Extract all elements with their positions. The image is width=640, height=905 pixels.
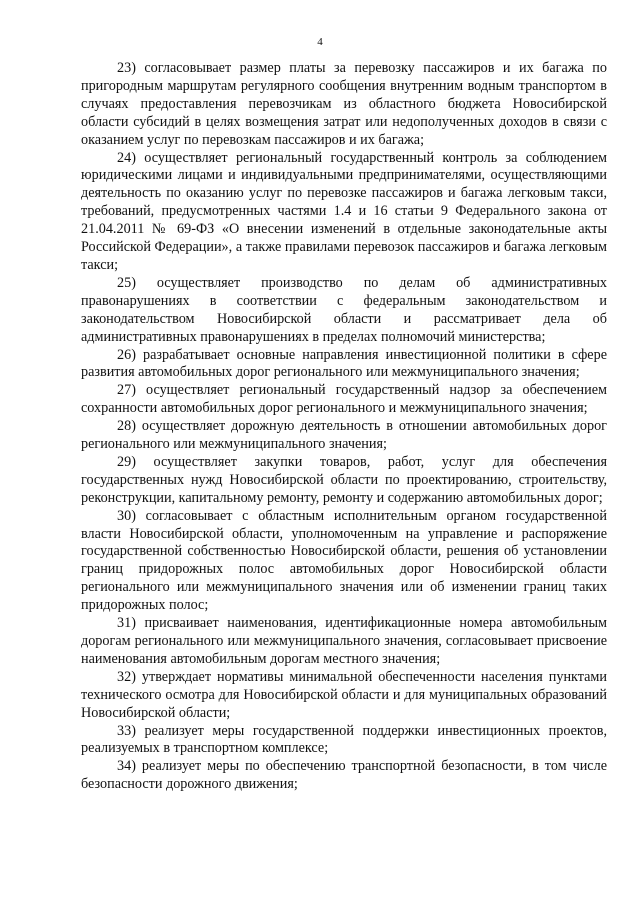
paragraph-item-27: 27) осуществляет региональный государственный надзор за обеспечением сохранности автомобильных дорог регионального и межмуниципального значения; — [81, 382, 607, 417]
paragraph-item-23: 23) согласовывает размер платы за перевозку пассажиров и их багажа по пригородным маршрутам регулярного сообщения внутренним водным транспортом в случаях предоставления перевозчикам из областного бюджета Новосибирской области субсидий в целях возмещения затрат или недополученных доходов в связи с оказанием услуг по перевозкам пассажиров и их багажа; — [81, 60, 607, 148]
paragraph-item-34: 34) реализует меры по обеспечению транспортной безопасности, в том числе безопасности дорожного движения; — [81, 758, 607, 793]
paragraph-item-25: 25) осуществляет производство по делам об административных правонарушениях в соответствии с федеральным законодательством и законодательством Новосибирской области и рассматривает дела об административных правонарушениях в пределах полномочий министерства; — [81, 274, 607, 345]
paragraph-item-33: 33) реализует меры государственной поддержки инвестиционных проектов, реализуемых в транспортном комплексе; — [81, 722, 607, 757]
document-body — [81, 60, 607, 794]
paragraph-item-28: 28) осуществляет дорожную деятельность в отношении автомобильных дорог регионального или межмуниципального значения; — [81, 418, 607, 453]
paragraph-item-31: 31) присваивает наименования, идентификационные номера автомобильным дорогам регионального или межмуниципального значения, согласовывает присвоение наименования автомобильным дорогам местного значения; — [81, 615, 607, 667]
paragraph-item-30: 30) согласовывает с областным исполнительным органом государственной власти Новосибирской области, уполномоченным на управление и распоряжение государственной собственностью Новосибирской области, решения об установлении границ придорожных полос автомобильных дорог Новосибирской области регионального или межмуниципального значения или об изменении границ таких придорожных полос; — [81, 507, 607, 614]
paragraph-item-32: 32) утверждает нормативы минимальной обеспеченности населения пунктами технического осмотра для Новосибирской области и для муниципальных образований Новосибирской области; — [81, 668, 607, 721]
paragraph-item-26: 26) разрабатывает основные направления инвестиционной политики в сфере развития автомобильных дорог регионального или межмуниципального значения; — [81, 346, 607, 381]
page-number: 4 — [317, 36, 323, 48]
paragraph-item-29: 29) осуществляет закупки товаров, работ, услуг для обеспечения государственных нужд Новосибирской области по проектированию, строительству, реконструкции, капитальному ремонту, ремонту и содержанию автомобильных дорог; — [81, 453, 607, 506]
paragraph-item-24: 24) осуществляет региональный государственный контроль за соблюдением юридическими лицами и индивидуальными предпринимателями, осуществляющими деятельность по оказанию услуг по перевозке пассажиров и багажа легковым такси, требований, предусмотренных частями 1.4 и 16 статьи 9 Федерального закона от 21.04.2011 № 69-ФЗ «О внесении изменений в отдельные законодательные акты Российской Федерации», а также правилами перевозок пассажиров и багажа легковым такси; — [81, 149, 607, 273]
